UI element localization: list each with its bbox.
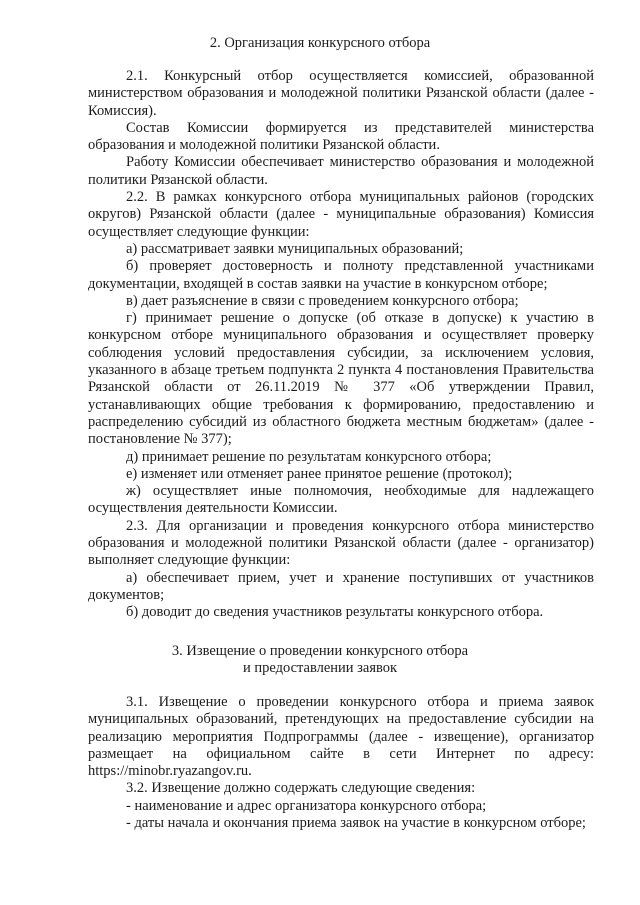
- list-item-g: г) принимает решение о допуске (об отказе в допуске) к участию в конкурсном отборе муниципального образования и осуществляет проверку соблюдения условий предоставления субсидии, за исключением условия, указанного в абзаце третьем подпункта 2 пункта 4 постановления Правительства Рязанской области от 26.11.2019 № 377 «Об утверждении Правил, устанавливающих общие требования к формированию, предоставлению и распределению субсидий из областного бюджета местным бюджетам» (далее - постановление № 377);: [88, 310, 594, 448]
- notice-item-dates: - даты начала и окончания приема заявок на участие в конкурсном отборе;: [126, 815, 586, 832]
- paragraph-2-3: 2.3. Для организации и проведения конкурсного отбора министерство образования и молодежной политики Рязанской области (далее - организатор) выполняет следующие функции:: [88, 517, 594, 569]
- section-2-title: 2. Организация конкурсного отбора: [209, 35, 431, 51]
- section-3-body: [88, 694, 594, 832]
- list-item-zh: ж) осуществляет иные полномочия, необходимые для надлежащего осуществления деятельности Комиссии.: [88, 483, 594, 517]
- paragraph-2-2: 2.2. В рамках конкурсного отбора муниципальных районов (городских округов) Рязанской области (далее - муниципальные образования) Комиссия осуществляет следующие функции:: [88, 189, 594, 240]
- list-item-b: б) проверяет достоверность и полноту представленной участниками документации, входящей в состав заявки на участие в конкурсном отборе;: [88, 258, 594, 292]
- section-3-title-line-2: и предоставлении заявок: [242, 660, 398, 676]
- organizer-item-a: а) обеспечивает прием, учет и хранение поступивших от участников документов;: [88, 569, 594, 603]
- organizer-item-b: б) доводит до сведения участников результаты конкурсного отбора.: [126, 604, 544, 621]
- list-item-e: е) изменяет или отменяет ранее принятое решение (протокол);: [126, 465, 513, 482]
- paragraph-3-1: 3.1. Извещение о проведении конкурсного отбора и приема заявок муниципальных образований, претендующих на предоставление субсидии на реализацию мероприятия Подпрограммы (далее - извещение), организатор размещает на официальном сайте в сети Интернет по адресу: https://minobr.ryazangov.ru.: [88, 694, 594, 780]
- section-3-title-line-1: 3. Извещение о проведении конкурсного отбора: [171, 643, 469, 659]
- paragraph-2-1: 2.1. Конкурсный отбор осуществляется комиссией, образованной министерством образования и молодежной политики Рязанской области (далее - Комиссия).: [88, 68, 594, 119]
- section-2-body: [88, 68, 594, 622]
- paragraph-commission-support: Работу Комиссии обеспечивает министерство образования и молодежной политики Рязанской области.: [88, 154, 594, 188]
- list-item-a: а) рассматривает заявки муниципальных образований;: [126, 240, 464, 257]
- section-3-title: [0, 643, 640, 677]
- notice-item-organizer: - наименование и адрес организатора конкурсного отбора;: [126, 797, 487, 814]
- list-item-d: д) принимает решение по результатам конкурсного отбора;: [126, 448, 492, 465]
- paragraph-3-2: 3.2. Извещение должно содержать следующие сведения:: [126, 780, 476, 797]
- list-item-v: в) дает разъяснение в связи с проведением конкурсного отбора;: [126, 292, 519, 309]
- paragraph-commission-composition: Состав Комиссии формируется из представителей министерства образования и молодежной политики Рязанской области.: [88, 119, 594, 154]
